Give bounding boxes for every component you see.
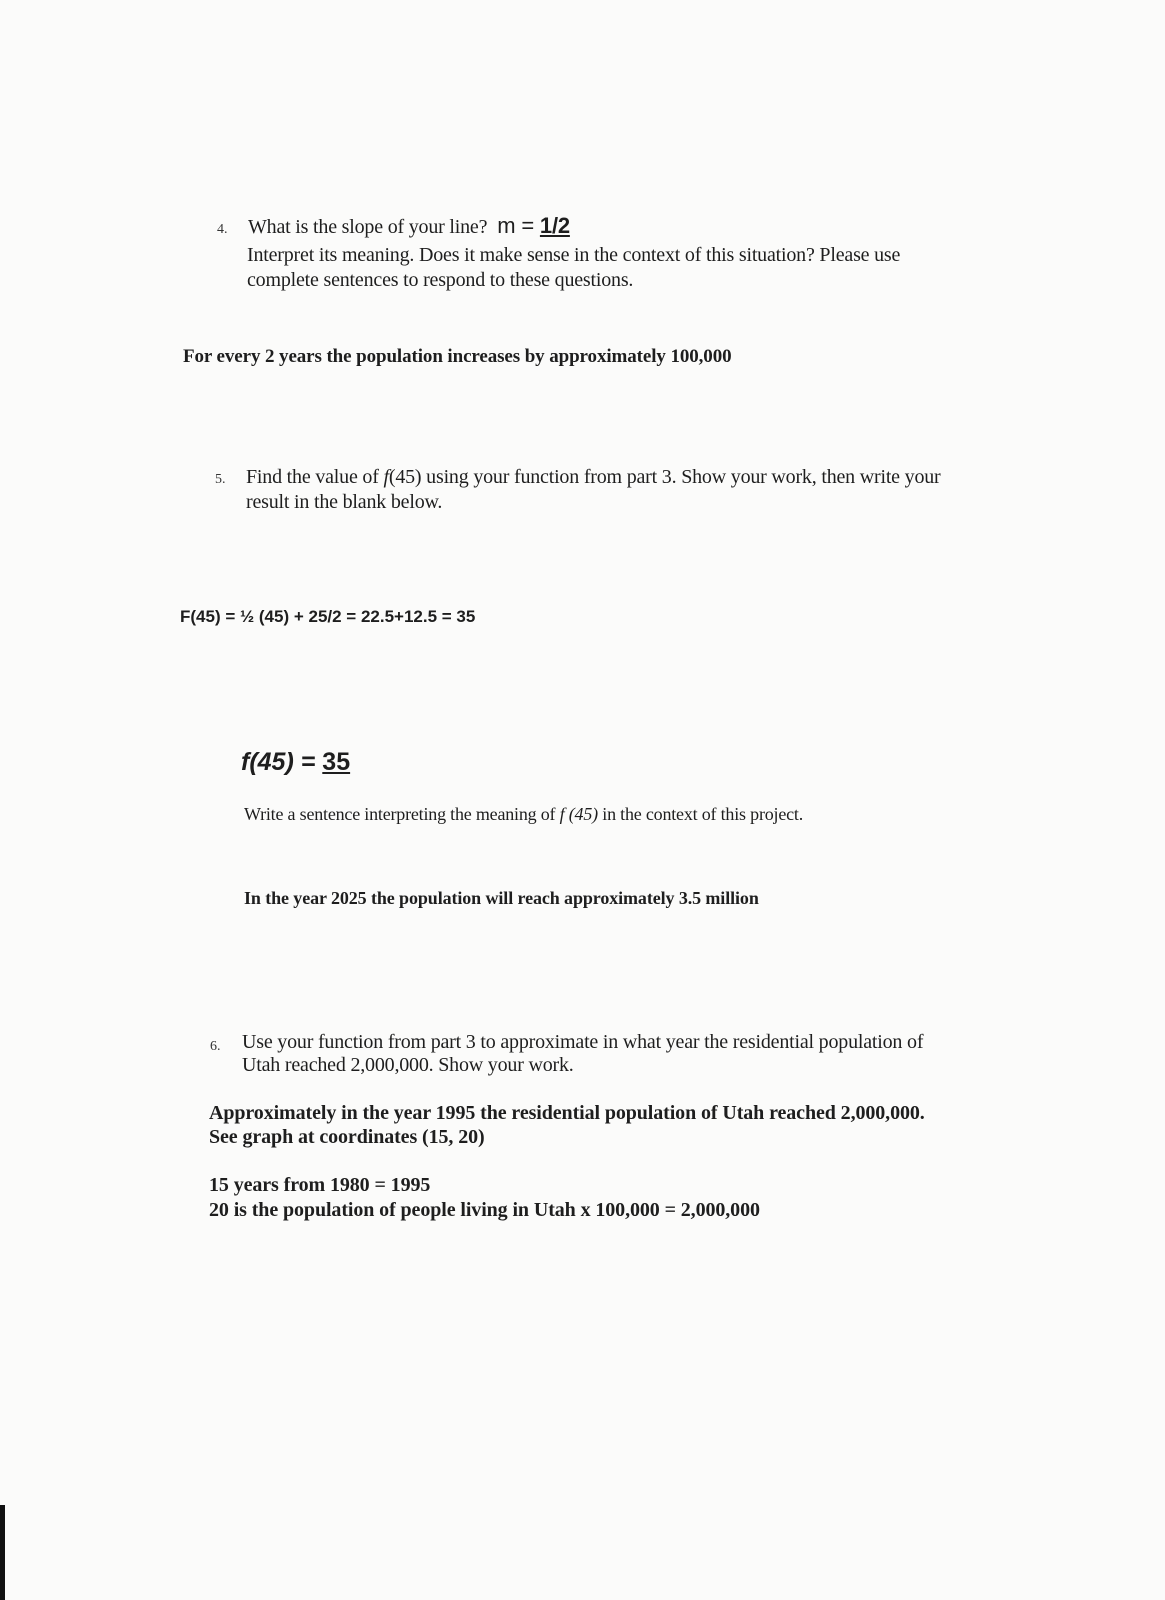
work-text: 15 years from 1980 = 1995 xyxy=(209,1174,431,1196)
scan-edge xyxy=(0,1505,5,1600)
function-symbol: f (45) xyxy=(559,804,598,824)
function-symbol: f xyxy=(383,466,389,488)
question-text: Utah reached 2,000,000. Show your work. xyxy=(242,1054,574,1076)
question-line xyxy=(246,465,941,490)
result-function: f(45) = xyxy=(241,748,316,776)
answer-text: Approximately in the year 1995 the residential population of Utah reached 2,000,000. xyxy=(209,1102,925,1124)
question-text: Write a sentence interpreting the meaning of xyxy=(244,804,556,824)
question-text: What is the slope of your line? xyxy=(248,216,488,238)
slope-answer xyxy=(497,213,570,238)
question-number: 5. xyxy=(215,472,226,487)
question-text: result in the blank below. xyxy=(246,491,443,513)
answer-text: In the year 2025 the population will reach approximately 3.5 million xyxy=(244,888,759,908)
answer-text: For every 2 years the population increases by approximately 100,000 xyxy=(183,346,732,367)
slope-label: m = xyxy=(497,213,534,238)
question-line xyxy=(248,213,570,240)
result-line xyxy=(241,748,350,777)
result-value: 35 xyxy=(322,748,351,776)
slope-value: 1/2 xyxy=(539,213,570,238)
question-number: 6. xyxy=(210,1039,221,1054)
question-text: Interpret its meaning. Does it make sense in the context of this situation? Please use xyxy=(247,244,901,266)
question-text: Use your function from part 3 to approximate in what year the residential population of xyxy=(242,1031,924,1053)
question-text: (45) using your function from part 3. Show your work, then write your xyxy=(388,466,941,488)
work-formula: F(45) = ½ (45) + 25/2 = 22.5+12.5 = 35 xyxy=(180,607,476,626)
question-text: in the context of this project. xyxy=(602,804,804,824)
question-text: Find the value of xyxy=(246,466,379,488)
question-number: 4. xyxy=(217,222,228,237)
answer-text: See graph at coordinates (15, 20) xyxy=(209,1126,485,1148)
question-text: complete sentences to respond to these questions. xyxy=(247,269,634,291)
work-text: 20 is the population of people living in Utah x 100,000 = 2,000,000 xyxy=(209,1199,760,1221)
question-line xyxy=(244,802,803,827)
